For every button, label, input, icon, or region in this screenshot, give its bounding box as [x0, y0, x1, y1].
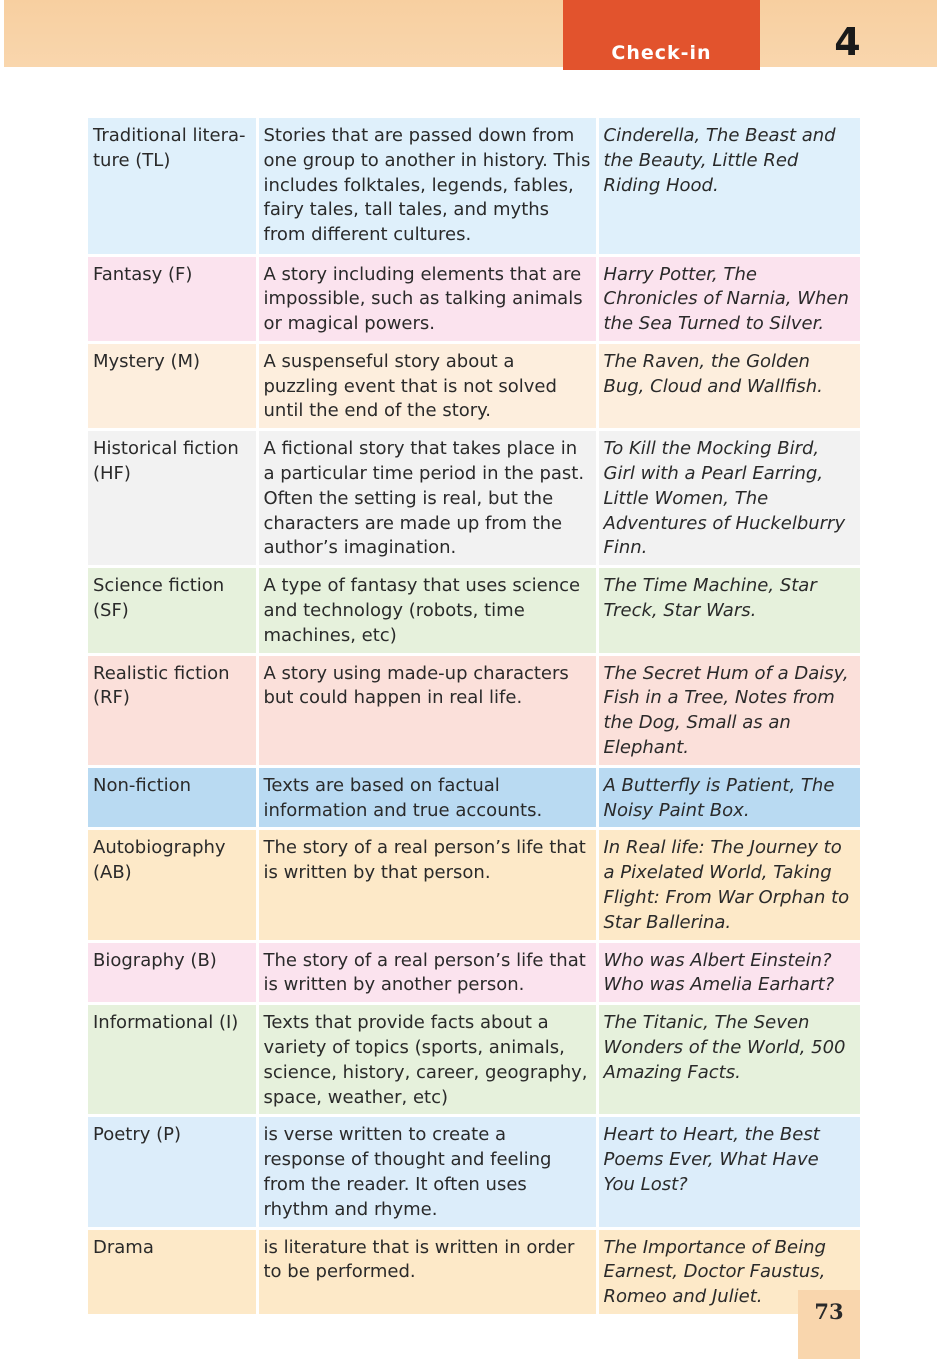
- genre-description: Texts that provide facts about a variety of topics (sports, animals, science, history, career, geography, space, weather, etc): [257, 1004, 597, 1116]
- genre-row: [88, 430, 860, 567]
- genre-row: [88, 941, 860, 1004]
- genre-row: [88, 1116, 860, 1228]
- genre-name: Mystery (M): [88, 342, 257, 429]
- genre-examples: Harry Potter, The Chronicles of Narnia, When the Sea Turned to Silver.: [597, 255, 860, 342]
- genre-examples: Cinderella, The Beast and the Beauty, Little Red Riding Hood.: [597, 118, 860, 255]
- genre-examples: To Kill the Mocking Bird, Girl with a Pearl Earring, Little Women, The Adventures of Huckelburry Finn.: [597, 430, 860, 567]
- genre-name: Traditional litera-ture (TL): [88, 118, 257, 255]
- genre-examples: Heart to Heart, the Best Poems Ever, What Have You Lost?: [597, 1116, 860, 1228]
- genre-row: [88, 1004, 860, 1116]
- genre-examples: In Real life: The Journey to a Pixelated World, Taking Flight: From War Orphan to Star Ballerina.: [597, 829, 860, 941]
- chapter-number: 4: [834, 20, 861, 64]
- genre-row: [88, 1228, 860, 1315]
- genre-table: [88, 118, 860, 1317]
- genre-name: Science fiction (SF): [88, 567, 257, 654]
- page-number: 73: [814, 1299, 844, 1324]
- genre-examples: Who was Albert Einstein? Who was Amelia Earhart?: [597, 941, 860, 1004]
- genre-examples: The Raven, the Golden Bug, Cloud and Wallfish.: [597, 342, 860, 429]
- genre-name: Biography (B): [88, 941, 257, 1004]
- genre-name: Drama: [88, 1228, 257, 1315]
- genre-row: [88, 766, 860, 829]
- genre-description: The story of a real person’s life that is written by another person.: [257, 941, 597, 1004]
- genre-description: A story using made-up characters but could happen in real life.: [257, 654, 597, 766]
- genre-row: [88, 829, 860, 941]
- genre-name: Poetry (P): [88, 1116, 257, 1228]
- genre-name: Non-fiction: [88, 766, 257, 829]
- page-number-tab: [798, 1290, 860, 1359]
- genre-examples: The Titanic, The Seven Wonders of the World, 500 Amazing Facts.: [597, 1004, 860, 1116]
- genre-description: A fictional story that takes place in a particular time period in the past. Often the setting is real, but the characters are made up from the author’s imagination.: [257, 430, 597, 567]
- genre-name: Historical fiction (HF): [88, 430, 257, 567]
- header-band: [4, 0, 937, 67]
- genre-description: The story of a real person’s life that is written by that person.: [257, 829, 597, 941]
- genre-row: [88, 654, 860, 766]
- genre-row: [88, 118, 860, 255]
- genre-name: Realistic fiction (RF): [88, 654, 257, 766]
- genre-row: [88, 255, 860, 342]
- genre-description: A type of fantasy that uses science and technology (robots, time machines, etc): [257, 567, 597, 654]
- genre-examples: The Importance of Being Earnest, Doctor Faustus, Romeo and Juliet.: [597, 1228, 860, 1315]
- genre-description: is literature that is written in order to be performed.: [257, 1228, 597, 1315]
- genre-row: [88, 342, 860, 429]
- genre-description: A story including elements that are impossible, such as talking animals or magical powers.: [257, 255, 597, 342]
- genre-name: Autobiography (AB): [88, 829, 257, 941]
- section-label: Check-in: [611, 42, 712, 64]
- genre-name: Fantasy (F): [88, 255, 257, 342]
- genre-description: A suspenseful story about a puzzling event that is not solved until the end of the story.: [257, 342, 597, 429]
- genre-description: Texts are based on factual information and true accounts.: [257, 766, 597, 829]
- genre-examples: The Secret Hum of a Daisy, Fish in a Tree, Notes from the Dog, Small as an Elephant.: [597, 654, 860, 766]
- genre-description: is verse written to create a response of thought and feeling from the reader. It often uses rhythm and rhyme.: [257, 1116, 597, 1228]
- genre-examples: The Time Machine, Star Treck, Star Wars.: [597, 567, 860, 654]
- genre-examples: A Butterfly is Patient, The Noisy Paint Box.: [597, 766, 860, 829]
- genre-table-body: [88, 118, 860, 1316]
- genre-description: Stories that are passed down from one group to another in history. This includes folktales, legends, fables, fairy tales, tall tales, and myths from different cultures.: [257, 118, 597, 255]
- genre-row: [88, 567, 860, 654]
- section-tab: [563, 0, 760, 70]
- genre-name: Informational (I): [88, 1004, 257, 1116]
